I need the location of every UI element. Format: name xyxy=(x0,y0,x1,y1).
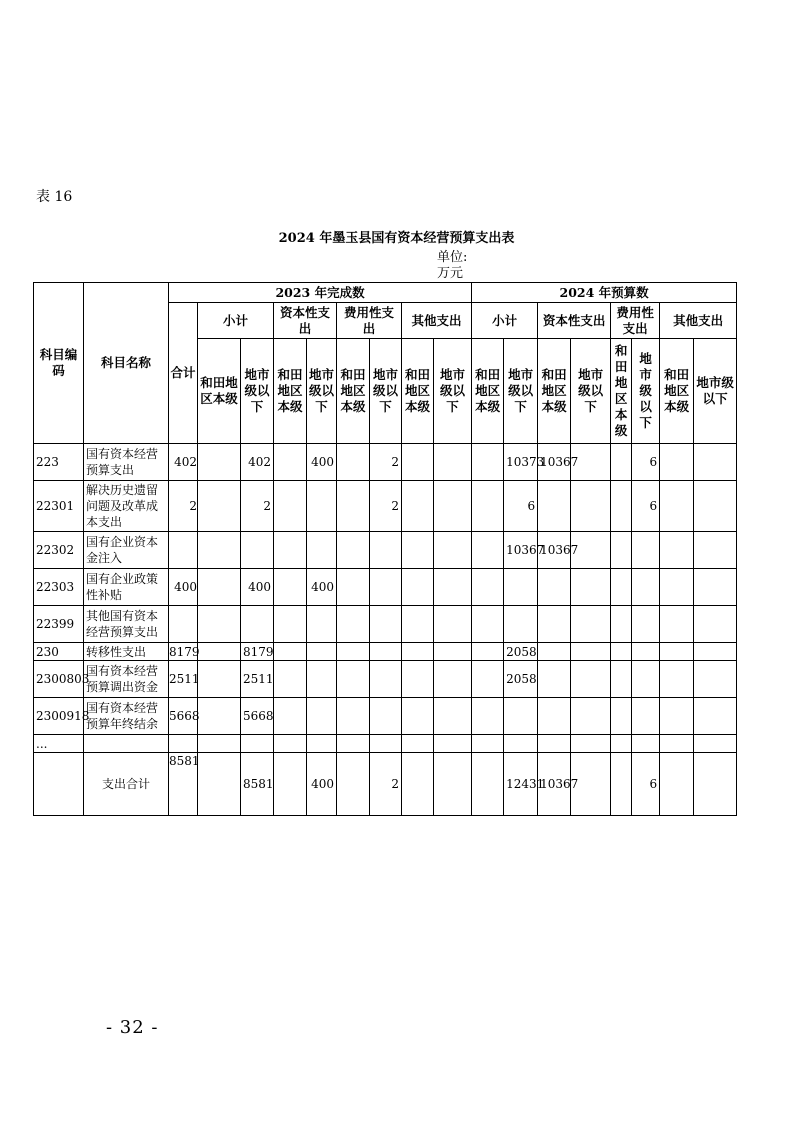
cell-value xyxy=(434,444,472,481)
cell-value xyxy=(274,481,307,532)
cell-value: 400 xyxy=(169,569,198,606)
cell-value: 5668 xyxy=(241,698,274,735)
cell-value xyxy=(402,569,434,606)
cell-value xyxy=(198,532,241,569)
cell-value: 10373 xyxy=(504,444,538,481)
cell-value xyxy=(307,661,337,698)
cell-value xyxy=(538,698,571,735)
cell-code: 22302 xyxy=(34,532,84,569)
cell-value xyxy=(571,643,611,661)
cell-value: 2058 xyxy=(504,643,538,661)
cell-value xyxy=(632,569,660,606)
cell-value xyxy=(370,569,402,606)
cell-value xyxy=(198,661,241,698)
cell-value xyxy=(694,569,737,606)
header-level-hetian: 和田地区本级 xyxy=(337,339,370,444)
cell-value xyxy=(472,481,504,532)
header-level-city: 地市级以下 xyxy=(434,339,472,444)
cell-code xyxy=(34,753,84,816)
cell-value xyxy=(434,532,472,569)
cell-value xyxy=(571,698,611,735)
cell-value: 10367 xyxy=(538,444,571,481)
cell-value: 10367 xyxy=(538,753,571,816)
cell-value: 2 xyxy=(370,444,402,481)
cell-value xyxy=(694,643,737,661)
cell-value xyxy=(274,569,307,606)
budget-table xyxy=(33,282,737,816)
cell-value: 2511 xyxy=(241,661,274,698)
cell-value: 8581 xyxy=(169,753,198,816)
cell-value xyxy=(402,753,434,816)
cell-value xyxy=(307,735,337,753)
cell-value xyxy=(611,643,632,661)
cell-code: 2300803 xyxy=(34,661,84,698)
header-total: 合计 xyxy=(169,303,198,444)
cell-value: 10367 xyxy=(504,532,538,569)
cell-value xyxy=(337,569,370,606)
cell-value xyxy=(402,661,434,698)
cell-value xyxy=(694,753,737,816)
cell-value xyxy=(307,643,337,661)
cell-value xyxy=(337,606,370,643)
cell-value xyxy=(337,532,370,569)
cell-code: ... xyxy=(34,735,84,753)
cell-value xyxy=(337,698,370,735)
cell-value xyxy=(632,532,660,569)
cell-value xyxy=(504,698,538,735)
header-2023-capital: 资本性支出 xyxy=(274,303,337,339)
cell-value xyxy=(660,569,694,606)
cell-name: 国有企业资本金注入 xyxy=(84,532,169,569)
table-row xyxy=(34,643,737,661)
cell-value: 2 xyxy=(169,481,198,532)
cell-code: 22399 xyxy=(34,606,84,643)
table-row xyxy=(34,735,737,753)
cell-value xyxy=(274,606,307,643)
cell-value: 402 xyxy=(169,444,198,481)
cell-value xyxy=(337,444,370,481)
cell-value: 2 xyxy=(370,481,402,532)
cell-value xyxy=(402,481,434,532)
cell-value xyxy=(274,643,307,661)
cell-value xyxy=(660,661,694,698)
cell-value xyxy=(632,643,660,661)
cell-value xyxy=(504,569,538,606)
table-row xyxy=(34,481,737,532)
cell-value xyxy=(611,698,632,735)
cell-value xyxy=(632,735,660,753)
table-label: 表 16 xyxy=(36,189,73,205)
cell-value xyxy=(307,532,337,569)
header-level-hetian: 和田地区本级 xyxy=(538,339,571,444)
table-row xyxy=(34,569,737,606)
cell-value xyxy=(538,569,571,606)
cell-value xyxy=(694,606,737,643)
cell-name: 国有资本经营预算调出资金 xyxy=(84,661,169,698)
cell-value: 400 xyxy=(307,753,337,816)
header-2024-capital: 资本性支出 xyxy=(538,303,611,339)
cell-value xyxy=(538,643,571,661)
header-level-city: 地市级以下 xyxy=(571,339,611,444)
header-level-hetian: 和田地区本级 xyxy=(402,339,434,444)
cell-code: 230 xyxy=(34,643,84,661)
cell-value xyxy=(694,444,737,481)
unit-value: 万元 xyxy=(437,266,464,281)
header-level-city: 地市级以下 xyxy=(694,339,737,444)
cell-value xyxy=(538,661,571,698)
cell-name: 国有企业政策性补贴 xyxy=(84,569,169,606)
header-level-city: 地市级以下 xyxy=(241,339,274,444)
header-2024-expense: 费用性支出 xyxy=(611,303,660,339)
cell-value xyxy=(472,643,504,661)
header-2023-expense: 费用性支出 xyxy=(337,303,402,339)
cell-value xyxy=(434,698,472,735)
cell-code: 223 xyxy=(34,444,84,481)
cell-value xyxy=(434,606,472,643)
cell-value: 8179 xyxy=(241,643,274,661)
cell-value xyxy=(198,444,241,481)
cell-value xyxy=(632,698,660,735)
cell-value: 8179 xyxy=(169,644,200,659)
cell-name: 支出合计 xyxy=(84,753,169,816)
cell-value xyxy=(337,661,370,698)
cell-value xyxy=(370,532,402,569)
cell-value xyxy=(274,698,307,735)
header-2024: 2024 年预算数 xyxy=(472,283,737,303)
cell-value xyxy=(472,753,504,816)
header-code: 科目编码 xyxy=(34,283,84,444)
cell-value xyxy=(169,735,198,753)
cell-value xyxy=(198,643,241,661)
header-2024-other: 其他支出 xyxy=(660,303,737,339)
cell-value xyxy=(472,735,504,753)
cell-value xyxy=(611,569,632,606)
cell-value xyxy=(370,661,402,698)
header-name: 科目名称 xyxy=(84,283,169,444)
header-level-city: 地市级以下 xyxy=(370,339,402,444)
cell-value: 5668 xyxy=(169,698,198,735)
cell-value xyxy=(402,606,434,643)
cell-value xyxy=(370,606,402,643)
header-level-hetian: 和田地区本级 xyxy=(611,339,632,444)
cell-value xyxy=(632,606,660,643)
cell-value: 400 xyxy=(307,569,337,606)
page-title: 2024 年墨玉县国有资本经营预算支出表 xyxy=(278,231,515,246)
cell-value xyxy=(660,606,694,643)
cell-value xyxy=(370,643,402,661)
cell-value xyxy=(660,698,694,735)
cell-value: 2511 xyxy=(169,661,198,698)
cell-value xyxy=(198,569,241,606)
cell-value: 6 xyxy=(632,481,660,532)
cell-value: 402 xyxy=(241,444,274,481)
cell-value: 2058 xyxy=(504,661,538,698)
cell-value xyxy=(504,735,538,753)
cell-value xyxy=(538,481,571,532)
cell-name: 转移性支出 xyxy=(84,643,169,661)
cell-value xyxy=(198,698,241,735)
cell-value xyxy=(660,481,694,532)
table-total-row xyxy=(34,753,737,816)
cell-value xyxy=(434,753,472,816)
table-row xyxy=(34,606,737,643)
cell-value xyxy=(169,606,198,643)
cell-value xyxy=(694,532,737,569)
cell-value xyxy=(274,753,307,816)
cell-value xyxy=(472,532,504,569)
cell-value xyxy=(571,735,611,753)
cell-value xyxy=(198,606,241,643)
cell-value xyxy=(694,735,737,753)
cell-value xyxy=(611,753,632,816)
table-row xyxy=(34,532,737,569)
cell-value xyxy=(694,661,737,698)
cell-value xyxy=(611,661,632,698)
header-level-hetian: 和田地区本级 xyxy=(274,339,307,444)
cell-value: 6 xyxy=(504,481,538,532)
cell-code: 22303 xyxy=(34,569,84,606)
cell-value xyxy=(274,444,307,481)
cell-value xyxy=(472,661,504,698)
cell-value xyxy=(571,569,611,606)
cell-value xyxy=(538,606,571,643)
cell-value xyxy=(337,481,370,532)
cell-value: 6 xyxy=(632,753,660,816)
cell-value xyxy=(241,735,274,753)
cell-value xyxy=(169,532,198,569)
cell-code: 2300918 xyxy=(34,698,84,735)
cell-value xyxy=(402,698,434,735)
cell-value xyxy=(694,698,737,735)
cell-value xyxy=(402,735,434,753)
table-body xyxy=(34,444,737,816)
cell-value xyxy=(660,735,694,753)
header-level-hetian: 和田地区本级 xyxy=(472,339,504,444)
cell-value xyxy=(274,661,307,698)
cell-value xyxy=(611,444,632,481)
header-2023-other: 其他支出 xyxy=(402,303,472,339)
cell-value xyxy=(472,569,504,606)
cell-name: 解决历史遗留问题及改革成本支出 xyxy=(84,481,169,532)
cell-name: 国有资本经营预算支出 xyxy=(84,444,169,481)
cell-value xyxy=(241,532,274,569)
cell-value xyxy=(611,532,632,569)
cell-value xyxy=(694,481,737,532)
header-2023-subtotal: 小计 xyxy=(198,303,274,339)
cell-value xyxy=(274,532,307,569)
cell-name: 国有资本经营预算年终结余 xyxy=(84,698,169,735)
cell-value xyxy=(370,698,402,735)
cell-name xyxy=(84,735,169,753)
cell-value xyxy=(434,481,472,532)
cell-value: 8581 xyxy=(241,753,274,816)
cell-value: 10367 xyxy=(538,532,571,569)
cell-value xyxy=(402,643,434,661)
unit-label: 单位: xyxy=(437,250,468,265)
table-row xyxy=(34,661,737,698)
cell-value xyxy=(241,606,274,643)
cell-value xyxy=(472,444,504,481)
header-2024-subtotal: 小计 xyxy=(472,303,538,339)
header-2023: 2023 年完成数 xyxy=(169,283,472,303)
cell-value xyxy=(402,444,434,481)
header-level-hetian: 和田地区本级 xyxy=(660,339,694,444)
cell-value xyxy=(571,661,611,698)
cell-value xyxy=(198,753,241,816)
cell-value xyxy=(307,606,337,643)
cell-code: 22301 xyxy=(34,481,84,532)
cell-value xyxy=(307,481,337,532)
cell-value xyxy=(337,753,370,816)
cell-value xyxy=(337,735,370,753)
cell-value: 2 xyxy=(370,753,402,816)
cell-value: 6 xyxy=(632,444,660,481)
cell-value xyxy=(434,569,472,606)
cell-value xyxy=(611,606,632,643)
cell-value xyxy=(198,481,241,532)
cell-value xyxy=(274,735,307,753)
cell-value: 400 xyxy=(241,569,274,606)
page-number: - 32 - xyxy=(106,1017,159,1038)
table-row xyxy=(34,698,737,735)
cell-value xyxy=(504,606,538,643)
cell-value xyxy=(434,661,472,698)
cell-value xyxy=(611,481,632,532)
cell-value xyxy=(571,606,611,643)
cell-value xyxy=(434,643,472,661)
header-level-city: 地市级以下 xyxy=(632,339,660,444)
cell-value xyxy=(472,698,504,735)
header-level-city: 地市级以下 xyxy=(307,339,337,444)
cell-value xyxy=(370,735,402,753)
cell-value xyxy=(632,661,660,698)
cell-value xyxy=(198,735,241,753)
cell-value xyxy=(337,643,370,661)
cell-value xyxy=(660,643,694,661)
cell-value: 400 xyxy=(307,444,337,481)
cell-value xyxy=(434,735,472,753)
cell-value xyxy=(660,444,694,481)
cell-value: 2 xyxy=(241,481,274,532)
cell-name: 其他国有资本经营预算支出 xyxy=(84,606,169,643)
cell-value xyxy=(571,481,611,532)
cell-value xyxy=(660,532,694,569)
header-level-hetian: 和田地区本级 xyxy=(198,339,241,444)
header-level-city: 地市级以下 xyxy=(504,339,538,444)
cell-value xyxy=(660,753,694,816)
cell-value: 12431 xyxy=(504,753,538,816)
cell-value xyxy=(402,532,434,569)
cell-value xyxy=(538,735,571,753)
cell-value xyxy=(307,698,337,735)
table-row xyxy=(34,444,737,481)
cell-value xyxy=(472,606,504,643)
cell-value xyxy=(611,735,632,753)
